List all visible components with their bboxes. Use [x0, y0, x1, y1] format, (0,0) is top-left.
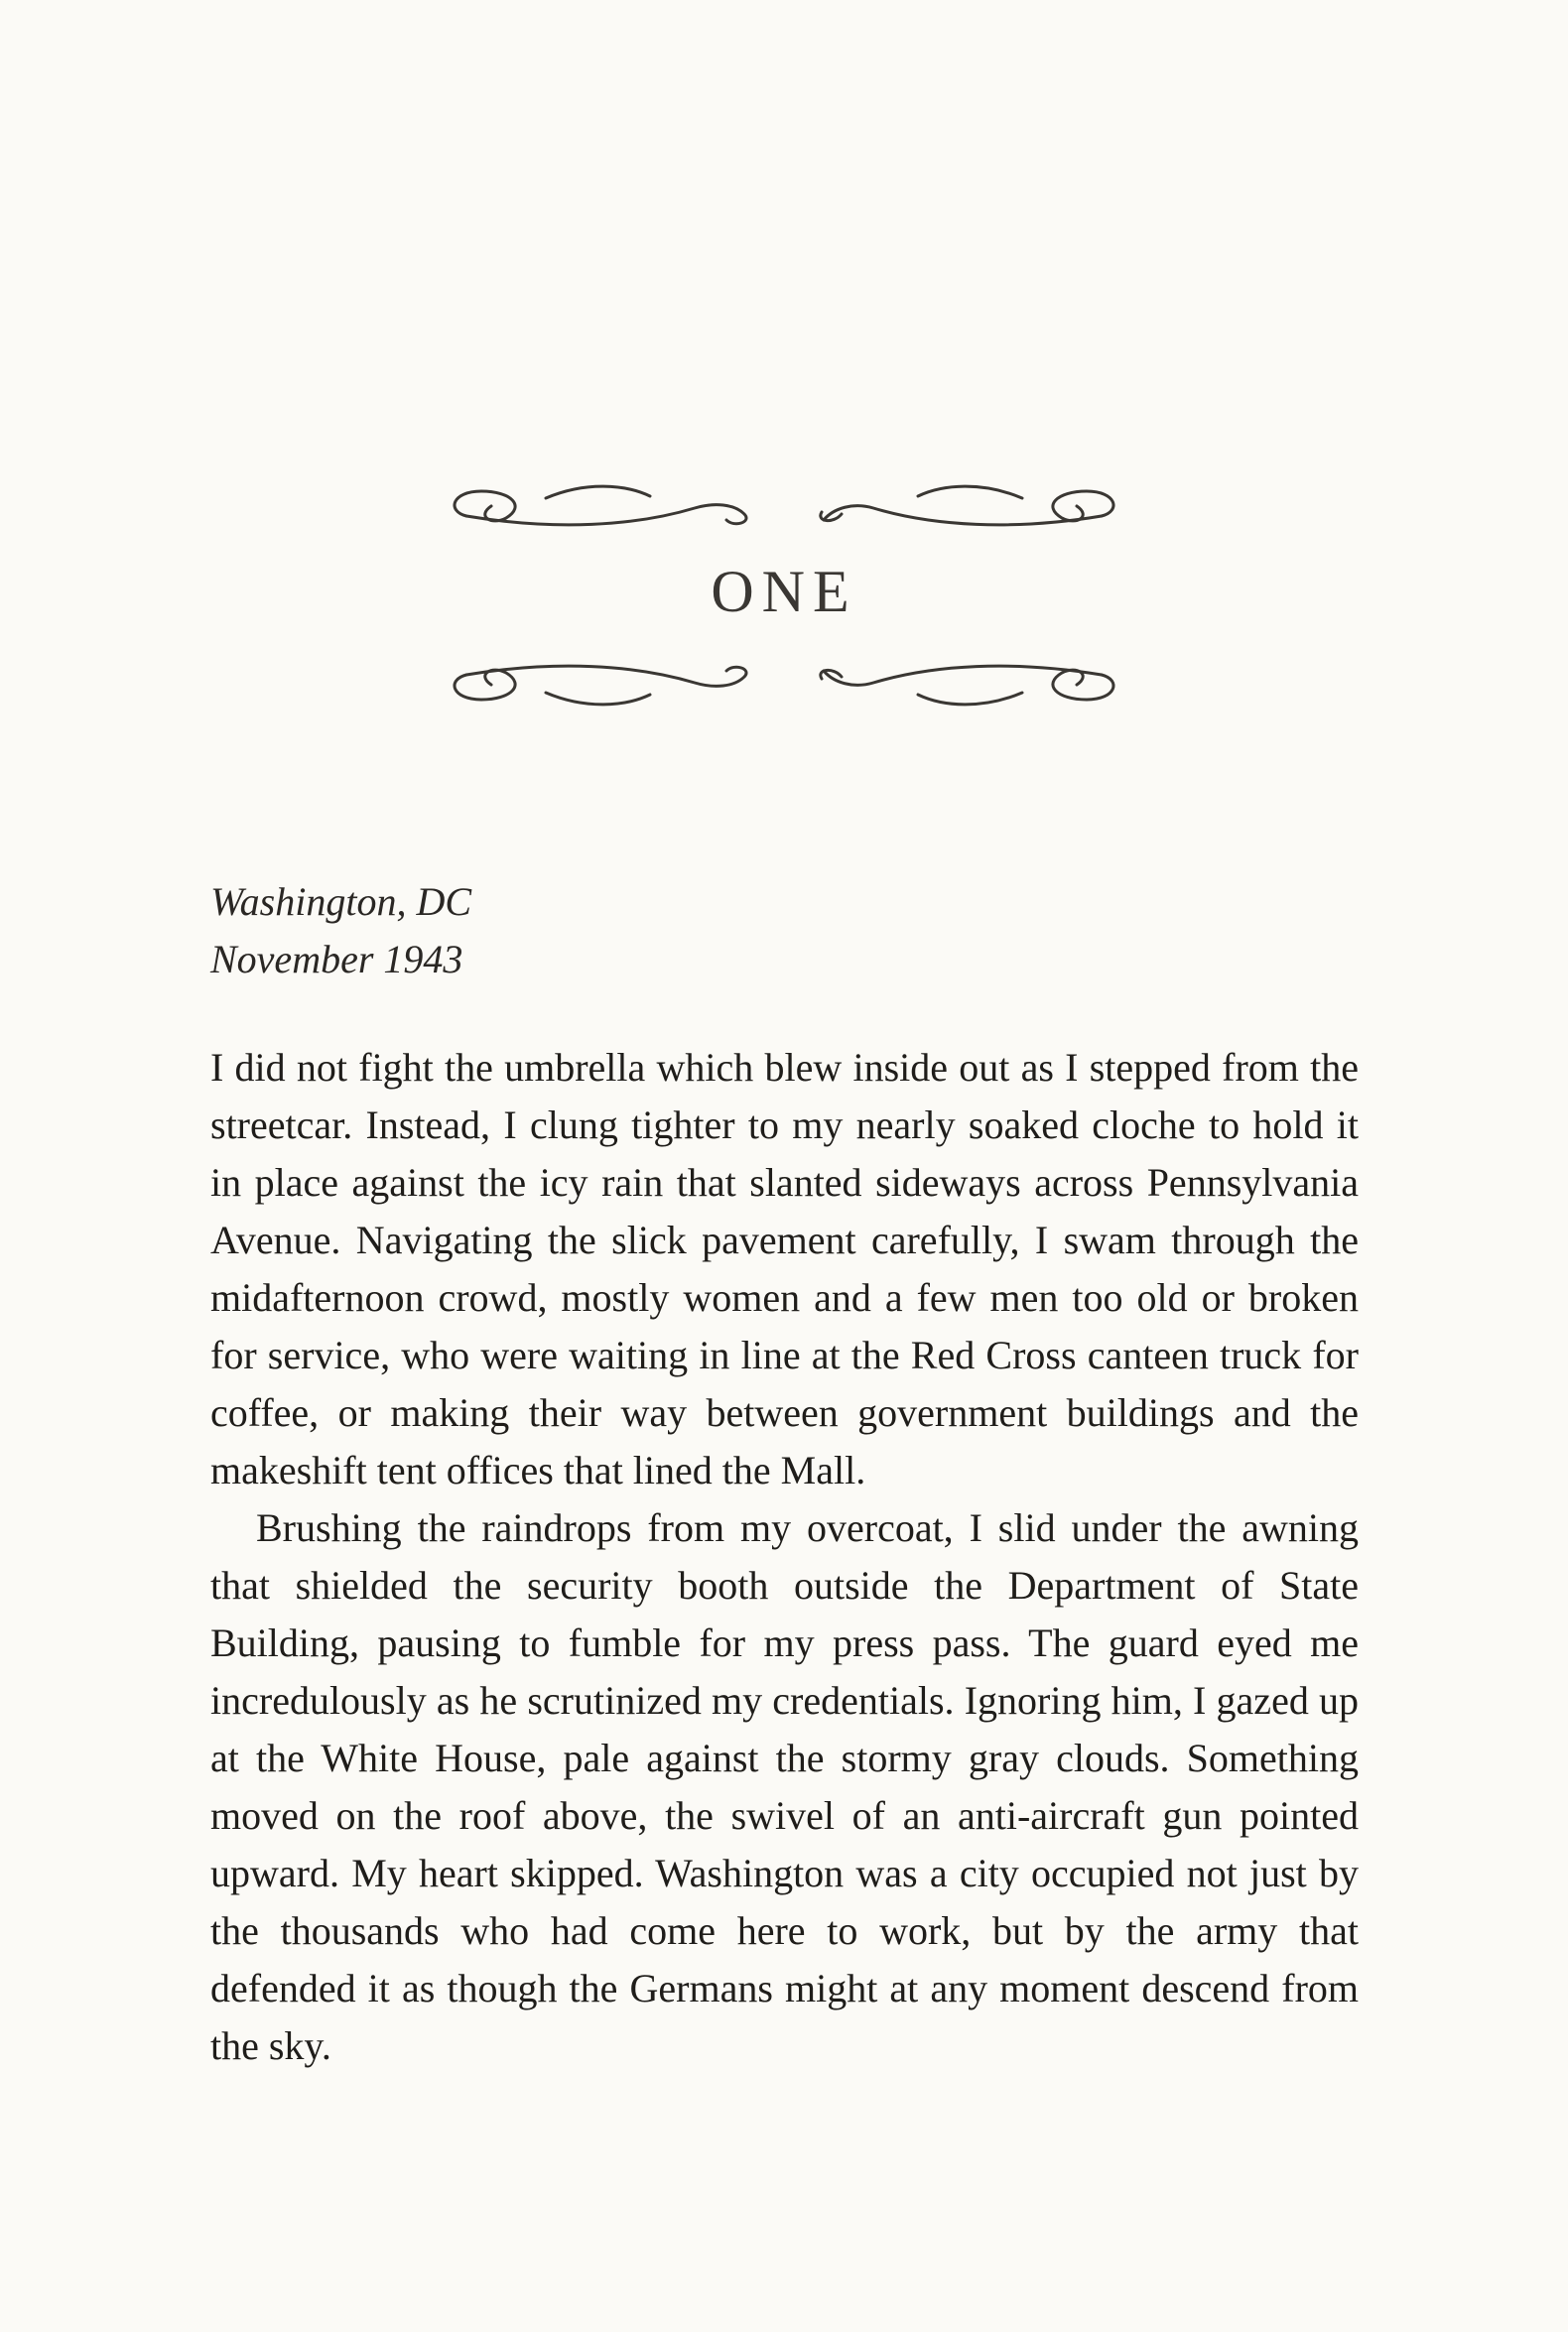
ornament-flourish-bottom — [437, 635, 1131, 734]
ornament-flourish-top — [437, 456, 1131, 556]
flourish-top-icon — [437, 456, 1131, 556]
dateline — [210, 873, 471, 988]
paragraph: I did not fight the umbrella which blew inside out as I stepped from the streetcar. Instead, I clung tighter to my nearly soaked cloche to hold it in place against the icy rain that slanted sideways across Pennsylvania Avenue. Navigating the slick pavement carefully, I swam through the midafternoon crowd, mostly women and a few men too old or broken for service, who were waiting in line at the Red Cross canteen truck for coffee, or making their way between government buildings and the makeshift tent offices that lined the Mall. — [210, 1045, 1359, 1492]
body-text — [210, 1039, 1359, 2075]
flourish-bottom-icon — [437, 635, 1131, 734]
dateline-place: Washington, DC — [210, 879, 472, 924]
dateline-date: November 1943 — [210, 937, 463, 981]
paragraph: Brushing the raindrops from my overcoat, I slid under the awning that shielded the security booth outside the Department of State Building, pausing to fumble for my press pass. The guard eyed me incredulously as he scrutinized my credentials. Ignoring him, I gazed up at the White House, pale against the stormy gray clouds. Something moved on the roof above, the swivel of an anti-aircraft gun pointed upward. My heart skipped. Washington was a city occupied not just by the thousands who had come here to work, but by the army that defended it as though the Germans might at any moment descend from the sky. — [210, 1505, 1359, 2068]
chapter-title: ONE — [711, 559, 857, 624]
